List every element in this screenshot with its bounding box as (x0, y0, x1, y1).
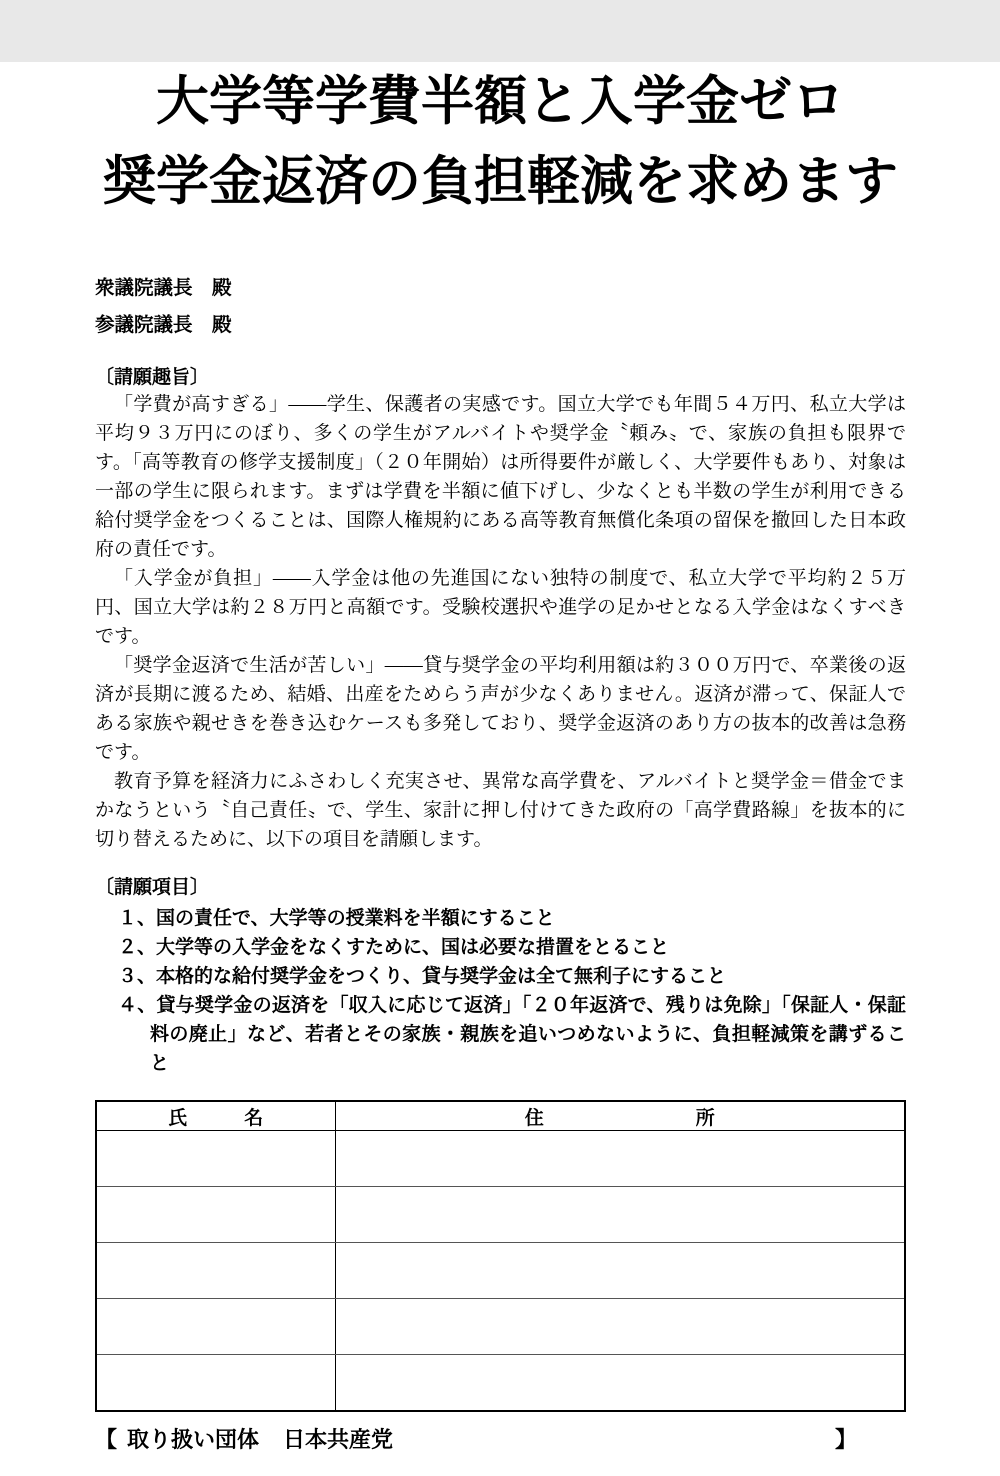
name-cell (96, 1355, 335, 1412)
footer-close-bracket: 】 (834, 1427, 857, 1452)
signature-table-header-row (96, 1101, 905, 1131)
petition-item-2: ２、大学等の入学金をなくすために、国は必要な措置をとること (118, 937, 670, 958)
petition-item-list (95, 904, 906, 1078)
signature-table (95, 1100, 906, 1412)
organization-name: 日本共産党 (283, 1427, 394, 1452)
signature-table-body (96, 1131, 905, 1412)
document-content (0, 62, 1000, 1455)
address-cell (335, 1355, 905, 1412)
addressee-upper-house: 参議院議長 殿 (95, 314, 232, 336)
signature-row (96, 1187, 905, 1243)
signature-row (96, 1299, 905, 1355)
addressee-lower-house: 衆議院議長 殿 (95, 277, 232, 299)
petition-document-page (0, 62, 1000, 1476)
purpose-paragraph: 「奨学金返済で生活が苦しい」――貸与奨学金の平均利用額は約３００万円で、卒業後の返済が長期に渡るため、結婚、出産をためらう声が少なくありません。返済が滞って、保証人である家族や親せきを巻き込むケースも多発しており、奨学金返済のあり方の抜本的改善は急務です。 (95, 655, 906, 763)
address-cell (335, 1299, 905, 1355)
name-cell (96, 1243, 335, 1299)
petition-item-4: ４、貸与奨学金の返済を「収入に応じて返済」「２０年返済で、残りは免除」「保証人・保証料の廃止」など、若者とその家族・親族を追いつめないように、負担軽減策を講ずること (118, 995, 906, 1074)
signature-row (96, 1131, 905, 1187)
purpose-paragraph: 「学費が高すぎる」――学生、保護者の実感です。国立大学でも年間５４万円、私立大学は平均９３万円にのぼり、多くの学生がアルバイトや奨学金〝頼み〟で、家族の負担も限界です。「高等教育の修学支援制度」（２０年開始）は所得要件が厳しく、大学要件もあり、対象は一部の学生に限られます。まずは学費を半額に値下げし、少なくとも半数の学生が利用できる給付奨学金をつくることは、国際人権規約にある高等教育無償化条項の留保を撤回した日本政府の責任です。 (95, 394, 906, 560)
purpose-body (95, 390, 906, 854)
petition-item-3: ３、本格的な給付奨学金をつくり、貸与奨学金は全て無利子にすること (118, 966, 727, 987)
address-column-header: 住 所 (335, 1101, 905, 1131)
petition-items-heading: 〔請願項目〕 (95, 877, 210, 898)
name-cell (96, 1131, 335, 1187)
petition-item-1: １、国の責任で、大学等の授業料を半額にすること (118, 908, 555, 929)
purpose-heading: 〔請願趣旨〕 (95, 367, 210, 388)
addressee-block (95, 270, 906, 344)
address-cell (335, 1131, 905, 1187)
signature-row (96, 1355, 905, 1412)
purpose-paragraph: 「入学金が負担」――入学金は他の先進国にない独特の制度で、私立大学で平均約２５万円、国立大学は約２８万円と高額です。受験校選択や進学の足かせとなる入学金はなくすべきです。 (95, 568, 906, 647)
signature-row (96, 1243, 905, 1299)
handler-label: 取り扱い団体 (127, 1427, 260, 1452)
address-cell (335, 1243, 905, 1299)
title-line-2: 奨学金返済の負担軽減を求めます (103, 152, 898, 211)
name-column-header: 氏 名 (96, 1101, 335, 1131)
name-cell (96, 1187, 335, 1243)
footer-open-bracket: 【 (95, 1427, 118, 1452)
title-line-1: 大学等学費半額と入学金ゼロ (156, 72, 845, 131)
name-cell (96, 1299, 335, 1355)
document-title (95, 62, 906, 222)
address-cell (335, 1187, 905, 1243)
purpose-paragraph: 教育予算を経済力にふさわしく充実させ、異常な高学費を、アルバイトと奨学金＝借金でまかなうという〝自己責任〟で、学生、家計に押し付けてきた政府の「高学費路線」を抜本的に切り替えるために、以下の項目を請願します。 (95, 771, 906, 850)
handling-organization-footer (95, 1425, 857, 1455)
